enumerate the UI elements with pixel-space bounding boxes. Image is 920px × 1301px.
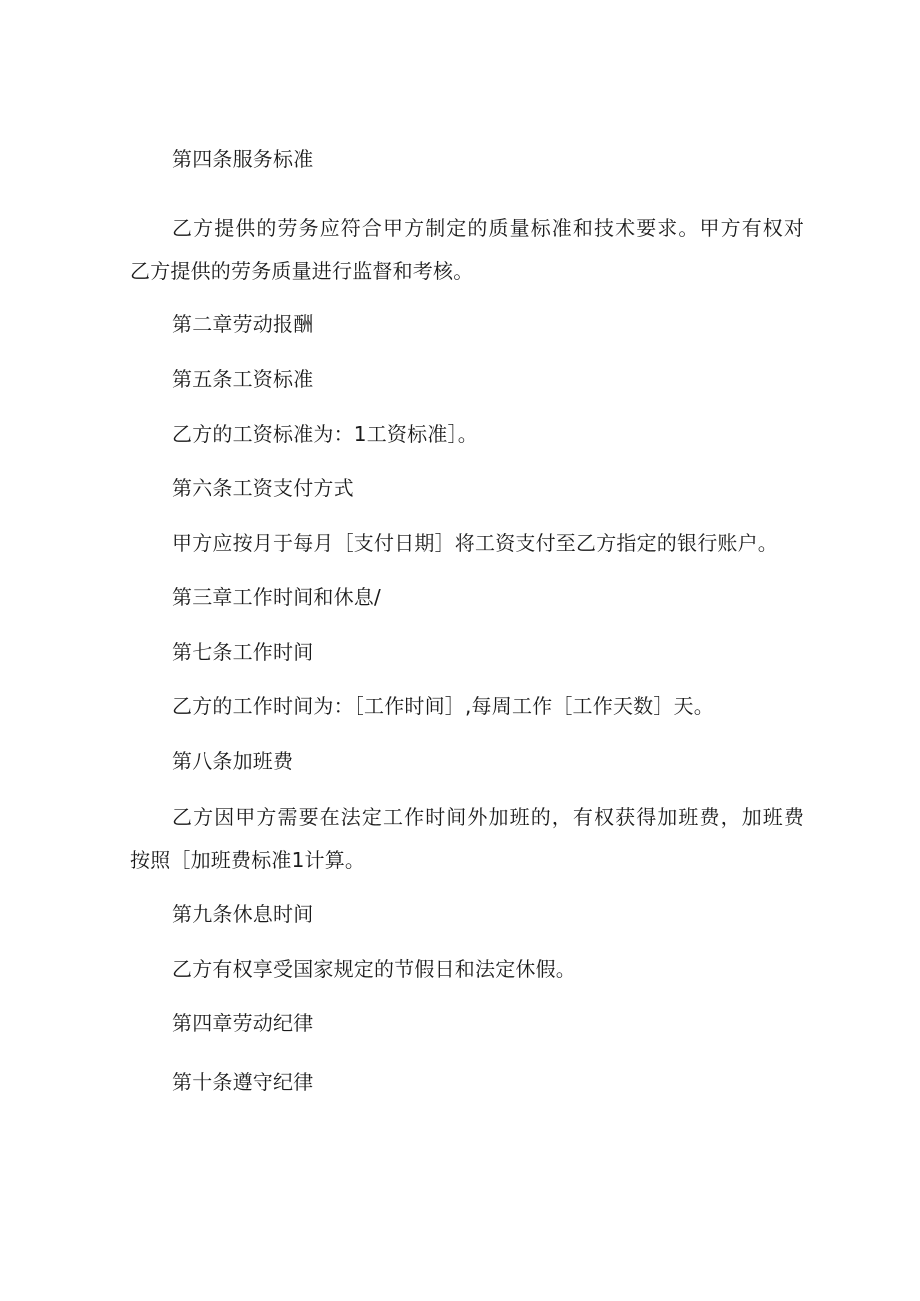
article-6-body: 甲方应按月于每月［支付日期］将工资支付至乙方指定的银行账户。 — [172, 531, 778, 555]
article-9-heading: 第九条休息时间 — [172, 902, 314, 926]
chapter-4-heading: 第四章劳动纪律 — [172, 1011, 314, 1035]
article-8-heading: 第八条加班费 — [172, 749, 294, 773]
article-5-heading: 第五条工资标准 — [172, 367, 314, 391]
article-5-body: 乙方的工资标准为：1工资标准］。 — [172, 422, 478, 446]
article-4-body-line-1: 乙方提供的劳务应符合甲方制定的质量标准和技术要求。甲方有权对 — [172, 216, 805, 240]
article-10-heading: 第十条遵守纪律 — [172, 1070, 314, 1094]
article-4-heading: 第四条服务标准 — [172, 147, 314, 171]
article-8-body-line-1: 乙方因甲方需要在法定工作时间外加班的，有权获得加班费，加班费 — [172, 805, 805, 829]
article-7-heading: 第七条工作时间 — [172, 640, 314, 664]
chapter-3-heading: 第三章工作时间和休息/ — [172, 585, 381, 609]
article-9-body: 乙方有权享受国家规定的节假日和法定休假。 — [172, 957, 576, 981]
article-7-body: 乙方的工作时间为：［工作时间］,每周工作［工作天数］天。 — [172, 694, 714, 718]
article-6-heading: 第六条工资支付方式 — [172, 476, 354, 500]
article-4-body-line-2: 乙方提供的劳务质量进行监督和考核。 — [130, 259, 474, 283]
article-8-body-line-2: 按照［加班费标准1计算。 — [130, 848, 366, 872]
chapter-2-heading: 第二章劳动报酬 — [172, 312, 314, 336]
